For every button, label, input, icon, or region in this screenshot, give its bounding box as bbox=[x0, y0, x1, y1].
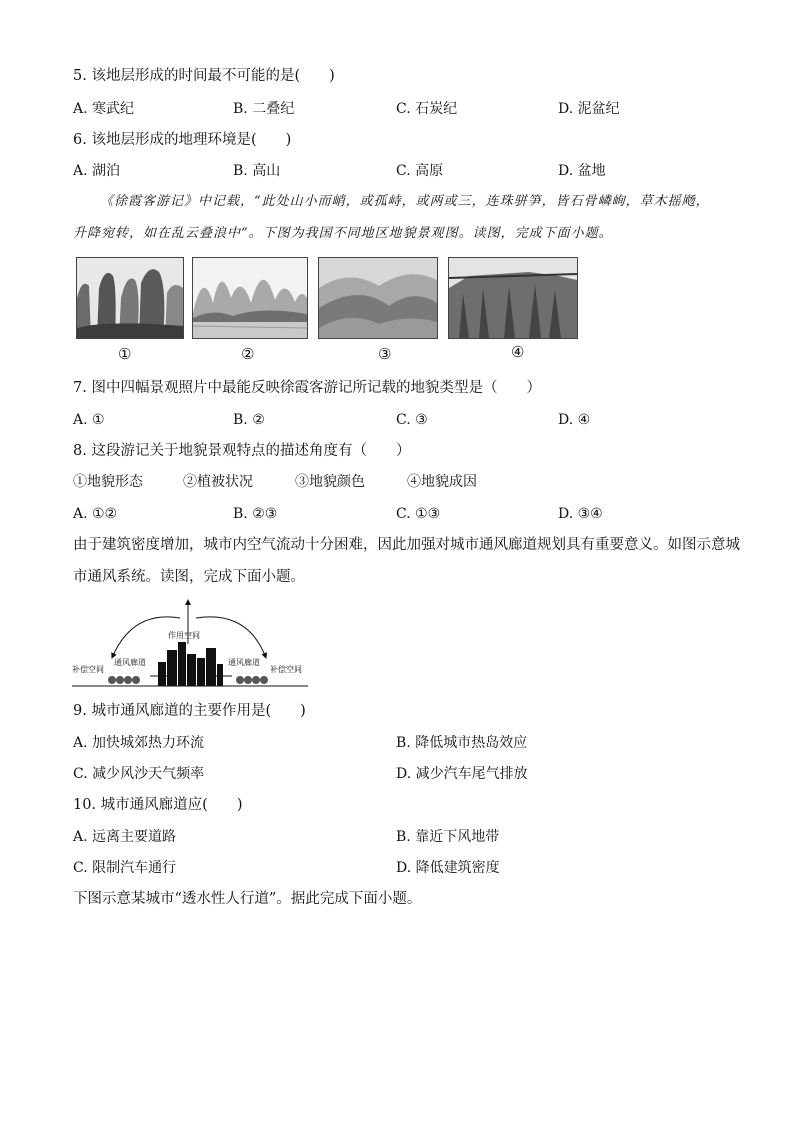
q6-option-a: A. 湖泊 bbox=[73, 163, 121, 179]
passage2-line2: 市通风系统。读图，完成下面小题。 bbox=[73, 569, 305, 585]
photo-label-4: ④ bbox=[511, 343, 525, 361]
q5-option-c: C. 石炭纪 bbox=[396, 101, 458, 117]
q8-option-a: A. ①② bbox=[73, 506, 118, 522]
q10-stem: 10. 城市通风廊道应( ) bbox=[73, 797, 243, 813]
landform-photo-4-danxia bbox=[448, 257, 578, 339]
q8-item-2: ②植被状况 bbox=[183, 474, 253, 490]
passage3-line1: 下图示意某城市“透水性人行道”。据此完成下面小题。 bbox=[73, 891, 422, 907]
diagram-left-compensation-label: 补偿空间 bbox=[72, 665, 104, 674]
q10-option-c: C. 限制汽车通行 bbox=[73, 860, 177, 876]
q10-option-d: D. 降低建筑密度 bbox=[396, 860, 500, 876]
q9-option-d: D. 减少汽车尾气排放 bbox=[396, 766, 528, 782]
photo-label-2: ② bbox=[241, 345, 255, 363]
q5-option-d: D. 泥盆纪 bbox=[558, 101, 620, 117]
landform-photo-1-karst-pillars bbox=[76, 257, 184, 339]
q6-option-b: B. 高山 bbox=[233, 163, 281, 179]
landform-photo-2-karst-peaks bbox=[192, 257, 308, 339]
diagram-left-corridor-label: 通风廊道 bbox=[114, 658, 146, 667]
q8-item-1: ①地貌形态 bbox=[73, 474, 143, 490]
q8-stem: 8. 这段游记关于地貌景观特点的描述角度有（ ） bbox=[73, 443, 411, 459]
diagram-center-label: 作用空间 bbox=[168, 631, 200, 640]
q5-stem: 5. 该地层形成的时间最不可能的是( ) bbox=[73, 68, 335, 84]
diagram-right-corridor-label: 通风廊道 bbox=[228, 658, 260, 667]
q6-option-c: C. 高原 bbox=[396, 163, 444, 179]
q8-option-b: B. ②③ bbox=[233, 506, 278, 522]
q7-option-d: D. ④ bbox=[558, 412, 591, 428]
q9-option-a: A. 加快城郊热力环流 bbox=[73, 735, 205, 751]
q6-stem: 6. 该地层形成的地理环境是( ) bbox=[73, 132, 292, 148]
passage2-line1: 由于建筑密度增加，城市内空气流动十分困难，因此加强对城市通风廊道规划具有重要意义。如图示意城 bbox=[73, 537, 740, 553]
landform-photo-3-sand-dunes bbox=[318, 257, 438, 339]
q8-item-3: ③地貌颜色 bbox=[295, 474, 365, 490]
passage1-line1: 《徐霞客游记》中记载，“此处山小而峭，或孤峙，或两或三，连珠骈笋，皆石骨嶙峋，草木摇飏， bbox=[100, 194, 710, 209]
q6-option-d: D. 盆地 bbox=[558, 163, 606, 179]
diagram-right-compensation-label: 补偿空间 bbox=[270, 665, 302, 674]
q5-option-b: B. 二叠纪 bbox=[233, 101, 295, 117]
q7-option-c: C. ③ bbox=[396, 412, 428, 428]
q10-option-a: A. 远离主要道路 bbox=[73, 829, 177, 845]
passage1-line2: 升降宛转，如在乱云叠浪中”。下图为我国不同地区地貌景观图。读图，完成下面小题。 bbox=[73, 226, 613, 241]
q9-stem: 9. 城市通风廊道的主要作用是( ) bbox=[73, 703, 306, 719]
ventilation-diagram bbox=[72, 596, 308, 692]
q7-option-a: A. ① bbox=[73, 412, 105, 428]
q7-stem: 7. 图中四幅景观照片中最能反映徐霞客游记所记载的地貌类型是（ ） bbox=[73, 380, 541, 396]
q10-option-b: B. 靠近下风地带 bbox=[396, 829, 500, 845]
q8-option-c: C. ①③ bbox=[396, 506, 441, 522]
q9-option-b: B. 降低城市热岛效应 bbox=[396, 735, 528, 751]
photo-label-3: ③ bbox=[378, 345, 392, 363]
q5-option-a: A. 寒武纪 bbox=[73, 101, 135, 117]
q7-option-b: B. ② bbox=[233, 412, 265, 428]
photo-label-1: ① bbox=[118, 345, 132, 363]
q8-item-4: ④地貌成因 bbox=[407, 474, 477, 490]
q9-option-c: C. 减少风沙天气频率 bbox=[73, 766, 205, 782]
q8-option-d: D. ③④ bbox=[558, 506, 603, 522]
